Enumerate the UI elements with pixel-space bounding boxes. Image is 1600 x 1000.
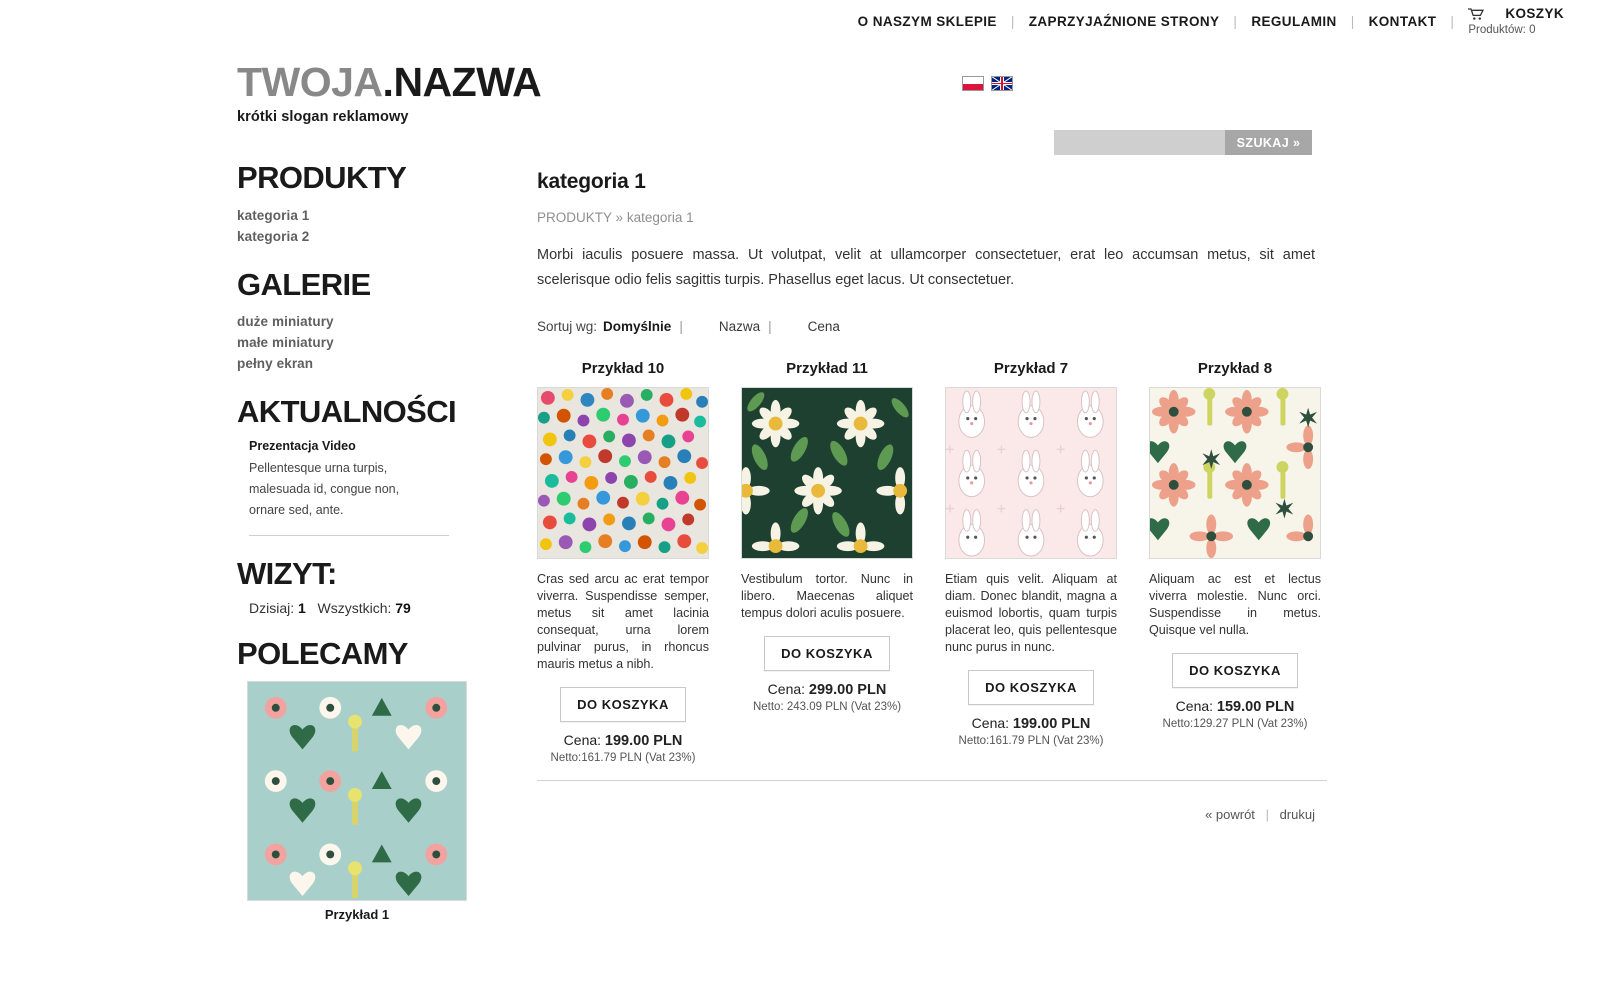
sidebar-section-promo (237, 638, 487, 922)
news-item-title[interactable]: Prezentacja Video (249, 438, 356, 453)
promo-product-image[interactable] (247, 681, 467, 901)
visits-counter (249, 600, 487, 616)
add-to-cart-button[interactable]: DO KOSZYKA (764, 636, 890, 671)
breadcrumb-separator: » (615, 210, 624, 225)
search-input[interactable] (1054, 130, 1225, 155)
product-description: Vestibulum tortor. Nunc in libero. Maecenas aliquet tempus dolori aculis posuere. (741, 572, 913, 620)
product-description: Aliquam ac est et lectus viverra molestie. Nunc orci. Suspendisse in metus. Quisque vel nulla. (1149, 572, 1321, 637)
page-title: kategoria 1 (537, 170, 646, 193)
sidebar-section-galleries (237, 266, 487, 375)
product-title[interactable]: Przykład 8 (1197, 360, 1273, 377)
sidebar-heading-polecamy: POLECAMY (237, 636, 408, 672)
product-price-label: Cena: (563, 732, 602, 748)
product-netto: Netto:161.79 PLN (Vat 23%) (958, 735, 1104, 747)
sort-label: Sortuj wg: (537, 319, 598, 334)
product-price (537, 732, 709, 749)
product-netto: Netto:161.79 PLN (Vat 23%) (550, 752, 696, 764)
product-price-value: 159.00 PLN (1216, 699, 1295, 715)
product-grid (537, 360, 1327, 781)
sidebar-section-news (237, 396, 487, 536)
category-description: Morbi iaculis posuere massa. Ut volutpat, velit at ullamcorper consectetuer, erat leo accumsan metus, sit amet scelerisque odio felis sagittis turpis. Phasellus eget lacus. Ut consectetuer. (537, 247, 1315, 288)
product-image[interactable] (945, 387, 1117, 559)
product-title[interactable]: Przykład 7 (993, 360, 1069, 377)
page-footer-links (537, 807, 1315, 822)
sidebar-item-kategoria-1[interactable]: kategoria 1 (237, 207, 310, 223)
nav-item-kontakt[interactable]: KONTAKT (1368, 13, 1437, 29)
nav-separator: | (1450, 13, 1455, 29)
logo-text-dot: . (382, 59, 394, 105)
product-price-value: 199.00 PLN (1012, 716, 1091, 732)
sort-option-domyslnie[interactable]: Domyślnie (603, 319, 672, 334)
news-item-text: Pellentesque urna turpis, malesuada id, congue non, ornare sed, ante. (249, 460, 400, 517)
flag-pl-icon[interactable] (962, 76, 984, 91)
back-link[interactable]: « powrót (1205, 807, 1255, 822)
divider (249, 535, 449, 536)
sidebar-heading-produkty: PRODUKTY (237, 160, 407, 195)
sort-option-cena[interactable]: Cena (807, 319, 840, 334)
bunny-pattern-graphic (946, 388, 1116, 558)
breadcrumb-current: kategoria 1 (626, 210, 694, 225)
product-image[interactable] (741, 387, 913, 559)
sidebar-item-male-miniatury[interactable]: małe miniatury (237, 335, 334, 351)
site-logo[interactable] (237, 59, 542, 125)
shopping-cart-icon (1468, 8, 1484, 20)
product-price-label: Cena: (971, 715, 1010, 731)
nav-separator: | (1010, 13, 1015, 29)
daisy-pattern-graphic (742, 388, 912, 558)
search-bar[interactable] (1054, 130, 1312, 155)
visits-today-label: Dzisiaj: (249, 600, 295, 617)
visits-total-value: 79 (395, 600, 411, 617)
footer-separator: | (1265, 807, 1269, 822)
product-card (945, 360, 1117, 766)
product-price (945, 715, 1117, 732)
add-to-cart-button[interactable]: DO KOSZYKA (560, 687, 686, 722)
sidebar-heading-wizyt: WIZYT: (237, 555, 337, 591)
print-link[interactable]: drukuj (1279, 807, 1315, 822)
nav-separator: | (1233, 13, 1238, 29)
breadcrumb-root[interactable]: PRODUKTY (537, 210, 612, 225)
cart-link[interactable]: KOSZYK (1505, 6, 1564, 21)
product-image[interactable] (1149, 387, 1321, 559)
product-card (1149, 360, 1321, 766)
nav-item-zaprzyjaznione-strony[interactable]: ZAPRZYJAŹNIONE STRONY (1028, 13, 1220, 29)
sidebar-section-products (237, 162, 487, 247)
logo-slogan: krótki slogan reklamowy (237, 109, 409, 125)
product-image[interactable] (537, 387, 709, 559)
sort-separator: | (679, 319, 683, 334)
product-description: Etiam quis velit. Aliquam at diam. Donec blandit, magna a euismod lobortis, quam turpis placerat leo, quis pellentesque nunc purus in nunc. (945, 572, 1117, 654)
promo-product-caption: Przykład 1 (324, 906, 390, 922)
cart-count: Produktów: 0 (1468, 24, 1536, 36)
product-price-value: 199.00 PLN (604, 733, 683, 749)
sidebar-section-visits (237, 555, 487, 617)
product-description: Cras sed arcu ac erat tempor viverra. Suspendisse semper, metus sit amet lacinia consequat, urna lorem pulvinar purus, in rhoncus mauris metus a nibh. (537, 572, 709, 671)
sort-separator: | (768, 319, 772, 334)
sort-bar (537, 319, 1327, 334)
breadcrumb (537, 210, 1327, 225)
nav-item-o-naszym-sklepie[interactable]: O NASZYM SKLEPIE (857, 13, 997, 29)
product-card (741, 360, 913, 766)
site-header (0, 59, 1600, 150)
sidebar-heading-aktualnosci: AKTUALNOŚCI (237, 394, 456, 430)
add-to-cart-button[interactable]: DO KOSZYKA (968, 670, 1094, 705)
nav-separator: | (1350, 13, 1355, 29)
logo-text-first: TWOJA (237, 59, 383, 105)
sidebar-item-duze-miniatury[interactable]: duże miniatury (237, 314, 334, 330)
language-switcher (962, 76, 1013, 91)
sidebar-item-pelny-ekran[interactable]: pełny ekran (237, 356, 314, 372)
flag-gb-icon[interactable] (991, 76, 1013, 91)
product-netto: Netto: 243.09 PLN (Vat 23%) (752, 701, 902, 713)
main-content (537, 170, 1327, 822)
search-button[interactable]: SZUKAJ » (1225, 130, 1312, 155)
sidebar-heading-galerie: GALERIE (237, 266, 371, 302)
product-card (537, 360, 709, 766)
product-price-label: Cena: (767, 681, 806, 697)
floral-pattern-graphic (248, 682, 466, 900)
product-netto: Netto:129.27 PLN (Vat 23%) (1162, 718, 1308, 730)
cart-widget[interactable] (1454, 6, 1578, 36)
nav-item-regulamin[interactable]: REGULAMIN (1251, 13, 1337, 29)
top-navigation (0, 6, 1600, 46)
product-title[interactable]: Przykład 11 (786, 360, 868, 377)
product-price (741, 681, 913, 698)
product-price-value: 299.00 PLN (808, 682, 887, 698)
sidebar (237, 162, 487, 944)
colorful-floral-pattern-graphic (538, 388, 708, 558)
sort-option-nazwa[interactable]: Nazwa (718, 319, 761, 334)
add-to-cart-button[interactable]: DO KOSZYKA (1172, 653, 1298, 688)
product-title[interactable]: Przykład 10 (581, 360, 665, 377)
product-price-label: Cena: (1175, 698, 1214, 714)
sidebar-item-kategoria-2[interactable]: kategoria 2 (237, 228, 310, 244)
product-price (1149, 698, 1321, 715)
logo-text-second: NAZWA (393, 59, 542, 105)
visits-today-value: 1 (298, 600, 306, 617)
folk-floral-pattern-graphic (1150, 388, 1320, 558)
visits-total-label: Wszystkich: (317, 600, 392, 617)
